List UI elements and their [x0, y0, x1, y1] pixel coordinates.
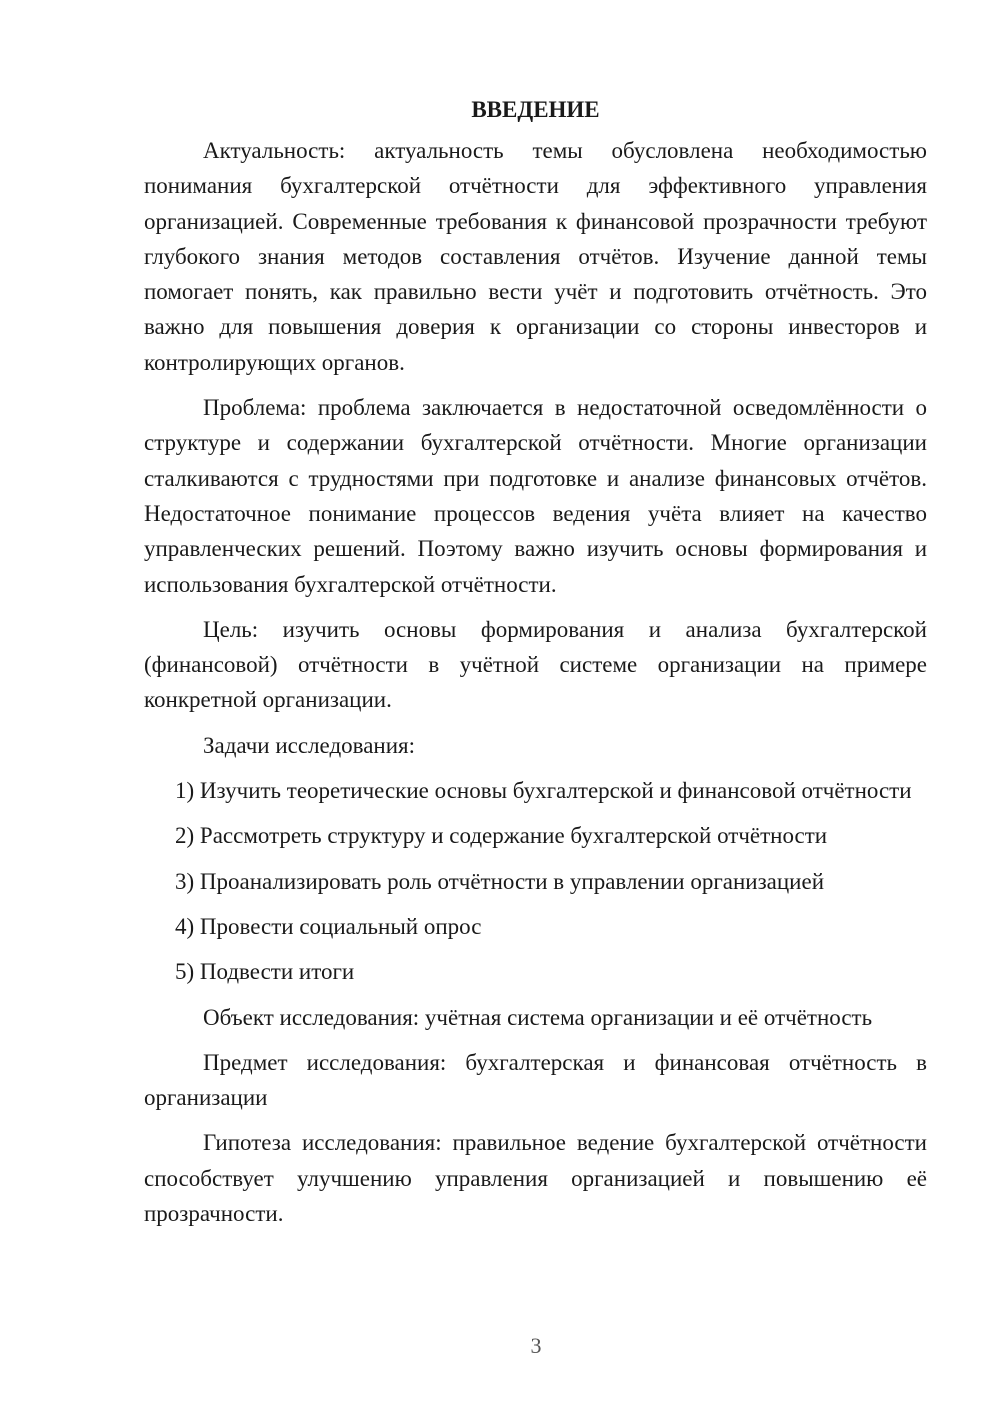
- task-item: 4) Провести социальный опрос: [175, 913, 482, 939]
- hypothesis-paragraph: Гипотеза исследования: правильное ведение бухгалтерской отчётности способствует улучшению управления организацией и повышению её прозрачности.: [144, 1130, 927, 1227]
- task-item: 3) Проанализировать роль отчётности в управлении организацией: [175, 868, 825, 894]
- task-item: 1) Изучить теоретические основы бухгалтерской и финансовой отчётности: [175, 778, 912, 804]
- page-content: [144, 92, 927, 1231]
- task-item: 5) Подвести итоги: [175, 959, 355, 985]
- problem-paragraph: Проблема: проблема заключается в недостаточной осведомлённости о структуре и содержании бухгалтерской отчётности. Многие организации сталкиваются с трудностями при подготовке и анализе финансовых отчётов. Недостаточное понимание процессов ведения учёта влияет на качество управленческих решений. Поэтому важно изучить основы формирования и использования бухгалтерской отчётности.: [144, 395, 927, 597]
- task-item: 2) Рассмотреть структуру и содержание бухгалтерской отчётности: [175, 823, 828, 849]
- tasks-heading: Задачи исследования:: [203, 732, 416, 758]
- object-paragraph: Объект исследования: учётная система организации и её отчётность: [203, 1004, 873, 1030]
- relevance-paragraph: Актуальность: актуальность темы обусловлена необходимостью понимания бухгалтерской отчётности для эффективного управления организацией. Современные требования к финансовой прозрачности требуют глубокого знания методов составления отчётов. Изучение данной темы помогает понять, как правильно вести учёт и подготовить отчётность. Это важно для повышения доверия к организации со стороны инвесторов и контролирующих органов.: [144, 138, 927, 375]
- page-number: 3: [530, 1333, 542, 1358]
- goal-paragraph: Цель: изучить основы формирования и анализа бухгалтерской (финансовой) отчётности в учётной системе организации на примере конкретной организации.: [144, 616, 927, 713]
- section-heading: ВВЕДЕНИЕ: [471, 97, 600, 122]
- subject-paragraph: Предмет исследования: бухгалтерская и финансовая отчётность в организации: [144, 1049, 927, 1111]
